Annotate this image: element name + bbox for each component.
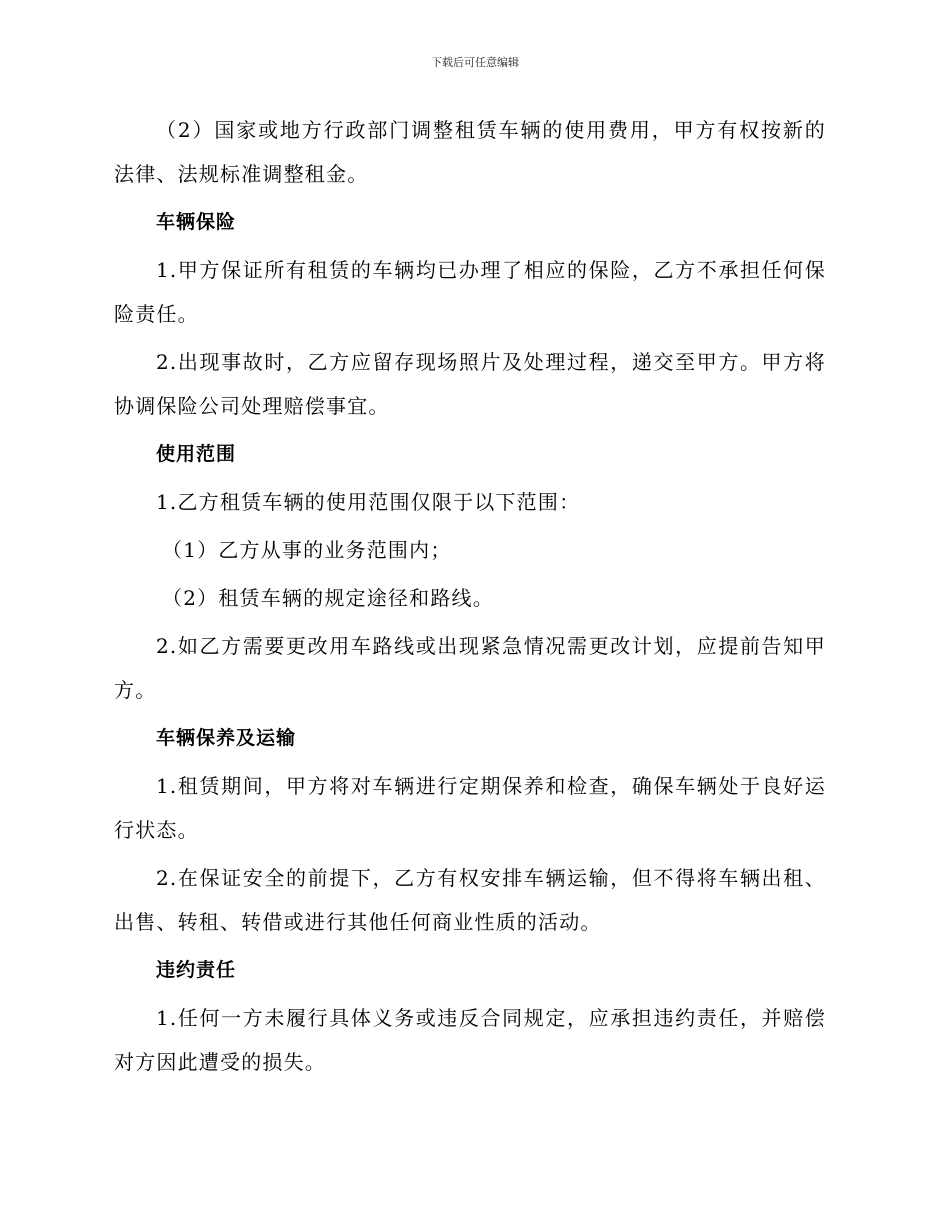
section-heading-scope: 使用范围 [156, 443, 237, 465]
paragraph-scope-item-1: （1）乙方从事的业务范围内； [162, 538, 452, 562]
document-body [114, 108, 826, 1088]
section-heading-liability: 违约责任 [156, 959, 237, 981]
section-heading-maintenance: 车辆保养及运输 [156, 727, 297, 749]
header-note: 下载后可任意编辑 [431, 56, 519, 69]
paragraph-scope-1: 1.乙方租赁车辆的使用范围仅限于以下范围： [156, 490, 581, 514]
paragraph-adjust-fees: （2）国家或地方行政部门调整租赁车辆的使用费用，甲方有权按新的法律、法规标准调整租金。 [114, 118, 826, 186]
paragraph-maintenance-2: 2.在保证安全的前提下，乙方有权安排车辆运输，但不得将车辆出租、出售、转租、转借或进行其他任何商业性质的活动。 [114, 866, 826, 934]
paragraph-maintenance-1: 1.租赁期间，甲方将对车辆进行定期保养和检查，确保车辆处于良好运行状态。 [114, 774, 826, 842]
section-heading-insurance: 车辆保险 [156, 211, 237, 233]
paragraph-insurance-2: 2.出现事故时，乙方应留存现场照片及处理过程，递交至甲方。甲方将协调保险公司处理赔偿事宜。 [114, 350, 826, 418]
paragraph-scope-item-2: （2）租赁车辆的规定途径和路线。 [162, 586, 494, 610]
paragraph-scope-2: 2.如乙方需要更改用车路线或出现紧急情况需更改计划，应提前告知甲方。 [114, 634, 826, 702]
paragraph-liability-1: 1.任何一方未履行具体义务或违反合同规定，应承担违约责任，并赔偿对方因此遭受的损失。 [114, 1006, 826, 1074]
paragraph-insurance-1: 1.甲方保证所有租赁的车辆均已办理了相应的保险，乙方不承担任何保险责任。 [114, 258, 826, 326]
